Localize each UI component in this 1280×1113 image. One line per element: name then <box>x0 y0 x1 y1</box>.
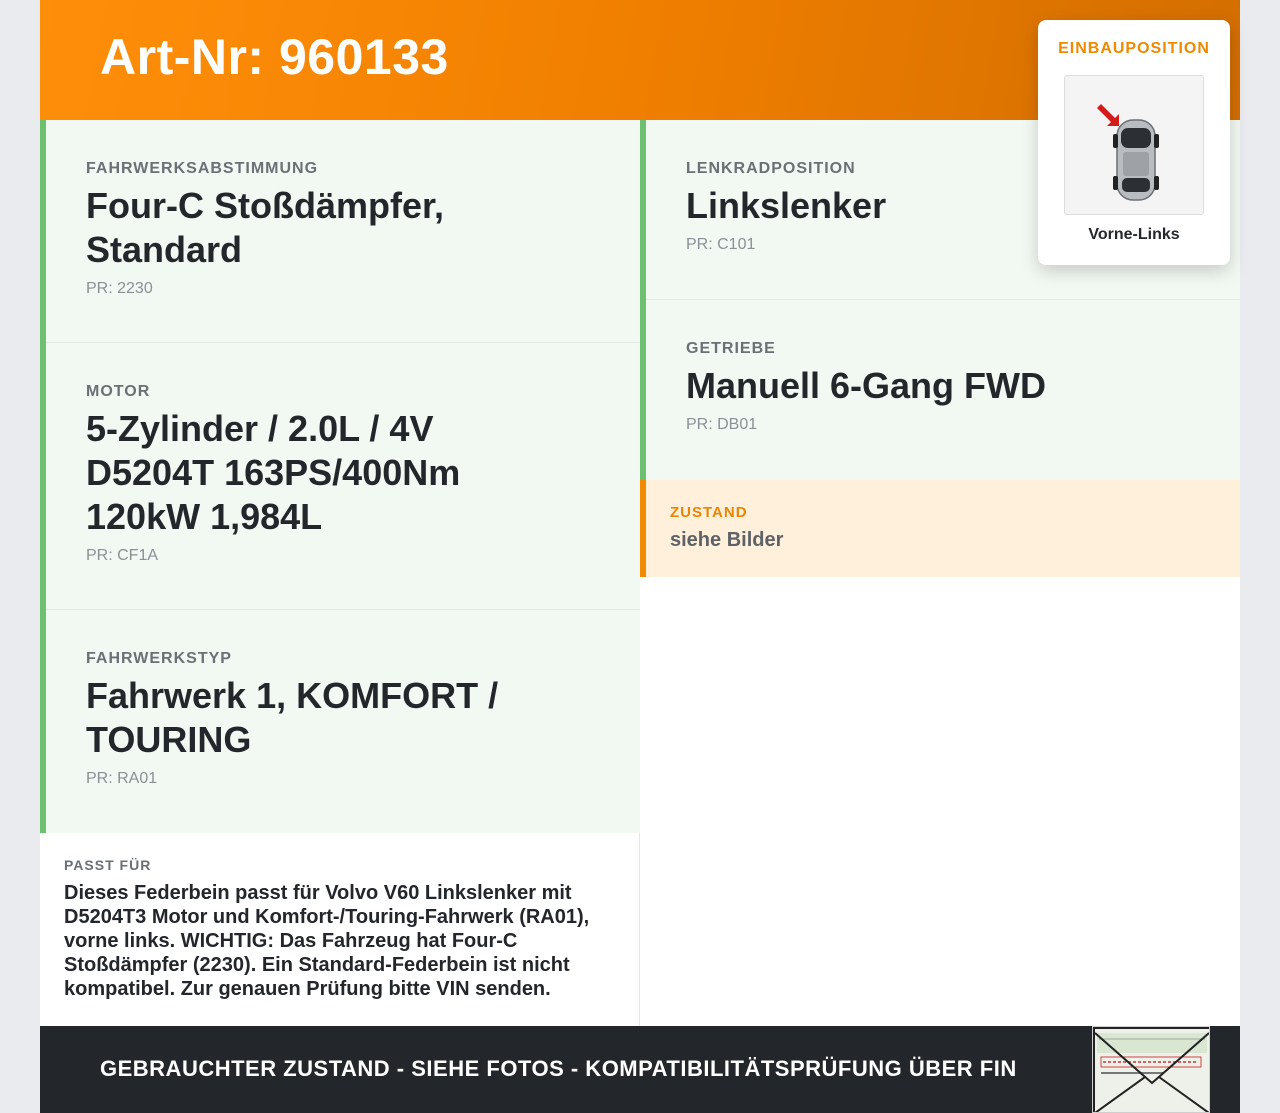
spec-value: Fahrwerk 1, KOMFORT / TOURING <box>86 675 499 760</box>
spec-value: Manuell 6-Gang FWD <box>686 365 1046 406</box>
product-sheet <box>40 0 1240 1113</box>
spec-motor <box>40 343 640 610</box>
footer-text: GEBRAUCHTER ZUSTAND - SIEHE FOTOS - KOMPATIBILITÄTSPRÜFUNG ÜBER FIN <box>100 1056 1017 1081</box>
spec-value: Four-C Stoßdämpfer, Standard <box>86 185 444 270</box>
car-top-view-icon <box>1065 76 1203 214</box>
spec-label: MOTOR <box>86 383 151 400</box>
spec-fahrwerksabstimmung <box>40 120 640 343</box>
column-divider <box>639 833 640 1026</box>
fitment-label: PASST FÜR <box>64 857 152 873</box>
condition-value: siehe Bilder <box>670 529 784 551</box>
spec-label: LENKRADPOSITION <box>686 160 856 177</box>
spec-getriebe <box>640 300 1240 480</box>
spec-value: 5-Zylinder / 2.0L / 4V D5204T 163PS/400Nm 120kW 1,984L <box>86 408 461 537</box>
spec-label: FAHRWERKSABSTIMMUNG <box>86 160 319 177</box>
installation-position-value: Vorne-Links <box>1088 226 1180 243</box>
document-thumbnail[interactable] <box>1092 1026 1210 1113</box>
installation-position-card <box>1038 20 1230 265</box>
spec-label: FAHRWERKSTYP <box>86 650 232 667</box>
spec-pr-code: PR: RA01 <box>86 770 158 787</box>
condition-box <box>640 480 1240 577</box>
installation-position-title: EINBAUPOSITION <box>1058 40 1210 57</box>
spec-pr-code: PR: 2230 <box>86 280 153 297</box>
spec-value: Linkslenker <box>686 185 887 226</box>
spec-pr-code: PR: C101 <box>686 236 756 253</box>
spec-pr-code: PR: CF1A <box>86 547 159 564</box>
fitment-section <box>40 833 640 1026</box>
article-number-title: Art-Nr: 960133 <box>100 29 449 85</box>
car-position-diagram <box>1064 75 1204 215</box>
spec-label: GETRIEBE <box>686 340 776 357</box>
footer-bar <box>40 1026 1240 1113</box>
spec-fahrwerkstyp <box>40 610 640 833</box>
envelope-icon <box>1093 1027 1210 1113</box>
spec-pr-code: PR: DB01 <box>686 416 758 433</box>
condition-label: ZUSTAND <box>670 504 748 521</box>
fitment-text: Dieses Federbein passt für Volvo V60 Linkslenker mit D5204T3 Motor und Komfort-/Touring-Fahrwerk (RA01), vorne links. WICHTIG: Das Fahrzeug hat Four-C Stoßdämpfer (2230). Ein Standard-Federbein ist nicht kompatibel. Zur genauen Prüfung bitte VIN senden. <box>64 882 590 1000</box>
